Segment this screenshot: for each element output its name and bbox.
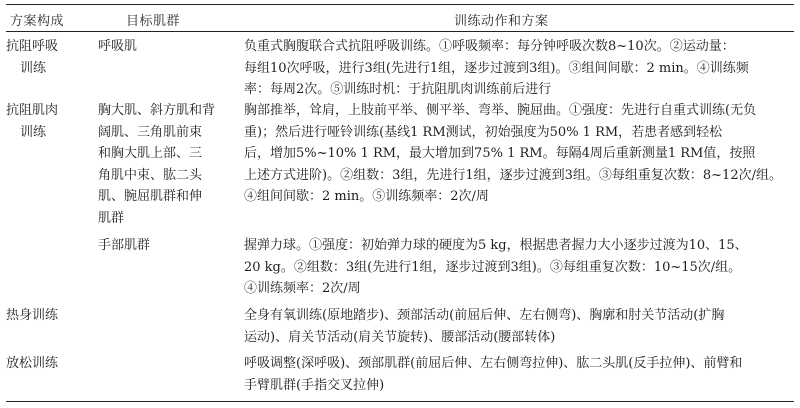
content-line: 全身有氧训练(原地踏步)、颈部活动(前屈后伸、左右侧弯)、胸廓和肘关节活动(扩胸 [244, 308, 725, 323]
content-line: 后，增加5%~10% 1 RM，最大增加到75% 1 RM。每隔4周后重新测量1 RM值，按照 [244, 146, 756, 161]
scheme-line: 训练 [20, 124, 47, 140]
target-line: 阔肌、三角肌前束 [98, 124, 203, 140]
row-cooldown-scheme [6, 353, 86, 375]
content-line: 负重式胸腹联合式抗阻呼吸训练。①呼吸频率：每分钟呼吸次数8~10次。②运动量： [244, 39, 735, 54]
row-warmup-content [244, 305, 792, 348]
target-line: 和胸大肌上部、三 [98, 146, 203, 161]
target-line: 胸大肌、斜方肌和背 [98, 103, 216, 118]
content-line: 重)；然后进行哑铃训练(基线1 RM测试，初始强度为50% 1 RM，若患者感到轻松 [244, 124, 723, 140]
header-target-muscles: 目标肌群 [126, 14, 181, 29]
content-line: ④训练频率：2次/周 [244, 281, 361, 296]
header-scheme: 方案构成 [10, 14, 65, 29]
content-line: 上述方式进阶)。②组数：3组，先进行1组，逐步过渡到3组。③每组重复次数：8~12次/组。 [244, 167, 782, 183]
content-line: 胸部推举，耸肩，上肢前平举、侧平举、弯举、腕屈曲。①强度：先进行自重式训练(无负 [244, 103, 757, 118]
row-muscle-target [98, 100, 226, 229]
scheme-line: 抗阻呼吸 [6, 39, 59, 54]
target-line: 肌、腕屈肌群和伸 [98, 189, 203, 204]
row-hand-target [98, 235, 226, 257]
scheme-line: 热身训练 [6, 308, 59, 323]
row-muscle-content [244, 100, 792, 208]
header-training-content: 训练动作和方案 [454, 14, 549, 29]
content-line: 每组10次呼吸，进行3组(先进行1组，逐步过渡到3组)。③组间间歇：2 min。④训练频 [244, 60, 749, 76]
row-warmup-scheme [6, 305, 86, 327]
content-line: 握弹力球。①强度：初始弹力球的硬度为5 kg，根据患者握力大小逐步过渡为10、15、 [244, 238, 748, 253]
row-breathing-content [244, 36, 792, 101]
content-line: 率：每周2次。⑤训练时机：于抗阻肌肉训练前后进行 [244, 82, 552, 97]
scheme-line: 训练 [20, 60, 47, 76]
target-line: 呼吸肌 [98, 39, 138, 54]
row-breathing-scheme [6, 36, 86, 79]
row-cooldown-content [244, 353, 792, 396]
content-line: 呼吸调整(深呼吸)、颈部肌群(前屈后伸、左右侧弯拉伸)、肱二头肌(反手拉伸)、前臂和 [244, 356, 743, 371]
table-top-rule [6, 4, 794, 5]
target-line: 肌群 [98, 210, 125, 226]
row-breathing-target [98, 36, 226, 58]
target-line: 手部肌群 [98, 238, 151, 253]
header-divider-rule [6, 31, 794, 32]
table-bottom-rule [6, 401, 794, 402]
content-line: ④组间间歇：2 min。⑤训练频率：2次/周 [244, 189, 489, 204]
row-muscle-scheme [6, 100, 86, 143]
content-line: 手臂肌群(手指交叉拉伸) [244, 377, 385, 393]
target-line: 角肌中束、肱二头 [98, 167, 203, 183]
scheme-line: 抗阻肌肉 [6, 103, 59, 118]
content-line: 运动)、肩关节活动(肩关节旋转)、腰部活动(腰部转体) [244, 329, 556, 345]
scheme-line: 放松训练 [6, 356, 59, 371]
row-hand-content [244, 235, 792, 300]
content-line: 20 kg。②组数：3组(先进行1组，逐步过渡到3组)。③每组重复次数：10~15次/组。 [244, 259, 742, 275]
